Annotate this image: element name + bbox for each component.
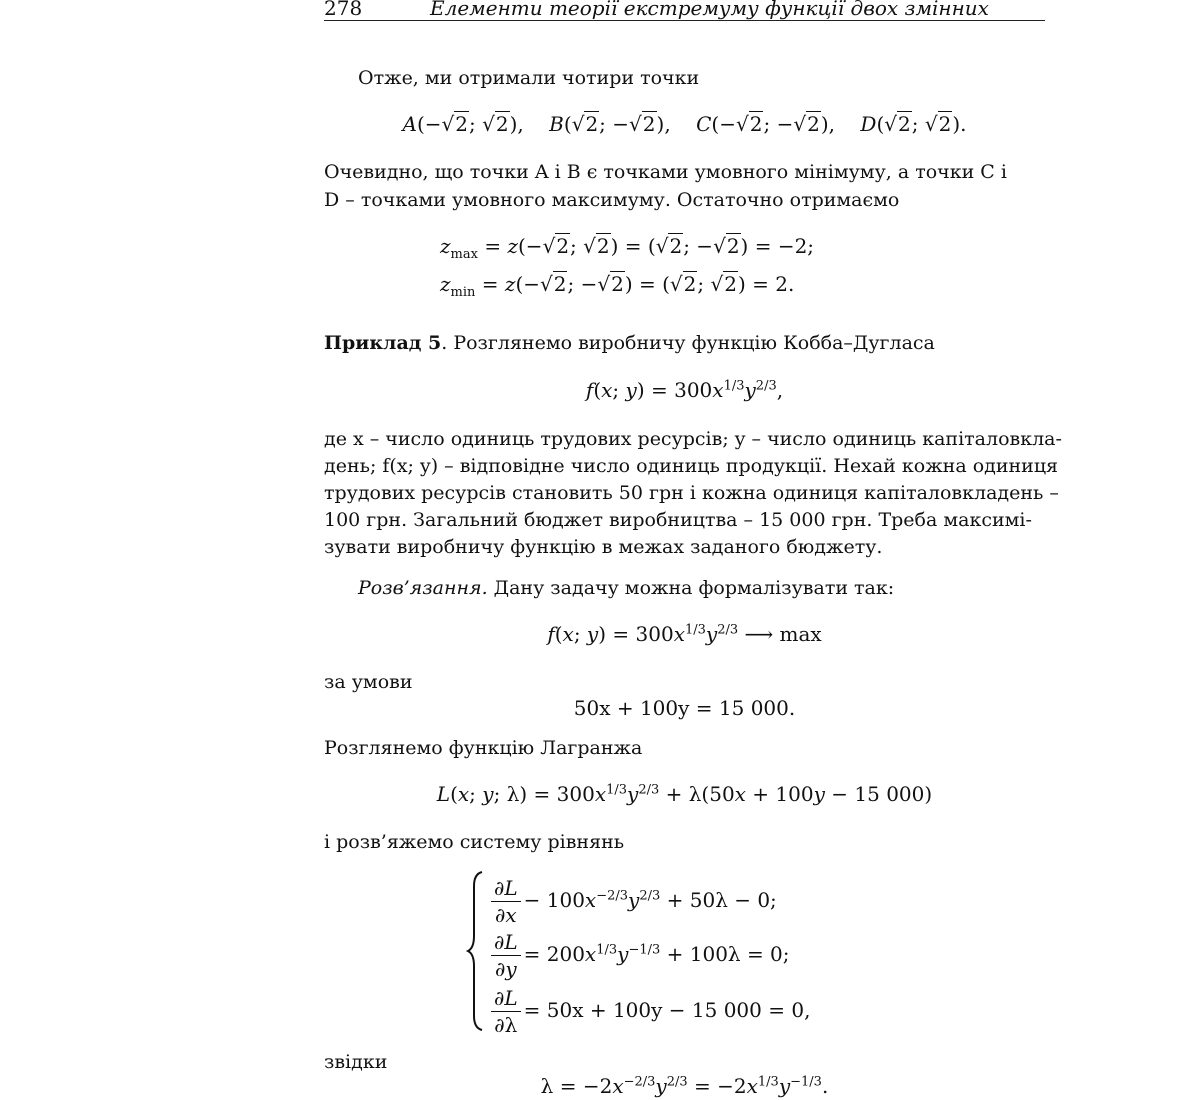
equation-points: A(−√2; √2), B(√2; −√2), C(−√2; −√2), D(√2; √2). bbox=[402, 112, 967, 136]
system-brace bbox=[466, 870, 486, 1032]
example-heading bbox=[324, 331, 935, 355]
paragraph-definitions-line3: трудових ресурсів становить 50 грн і кожна одиниця капіталовкладень – bbox=[324, 482, 1059, 504]
paragraph-lagrange: Розглянемо функцію Лагранжа bbox=[324, 737, 643, 759]
paragraph-subject-to: за умови bbox=[324, 671, 413, 693]
solution-intro: Дану задачу можна формалізувати так: bbox=[487, 577, 895, 599]
equation-zmin: $z_{min} = z(-√2$; −√2) = (√2; √2) = 2. bbox=[440, 272, 795, 300]
system-equation-dy: $\frac{\partial L}{\partial y}$ = $200x^{1/3}y^{-1/3} + 100\lambda = 0$; bbox=[488, 926, 790, 982]
equation-lambda: $\lambda = -2x^{-2/3}y^{2/3} = -2x^{1/3}y^{-1/3}$. bbox=[540, 1074, 829, 1098]
equation-constraint: 50x + 100y = 15 000. bbox=[573, 696, 796, 720]
example-intro: . Розглянемо виробничу функцію Кобба–Дугласа bbox=[441, 332, 935, 354]
equation-cobb-douglas: f(x; $y) = 300x^{1/3}y^{2/3}$, bbox=[585, 378, 784, 402]
solution-label: Розв’язання. bbox=[358, 577, 488, 599]
running-title: Елементи теорії екстремуму функції двох змінних bbox=[430, 0, 989, 20]
system-equation-dx: $\frac{\partial L}{\partial x}$ − $100x^{-2/3}y^{2/3} + 50\lambda - 0$; bbox=[488, 872, 777, 928]
equation-objective: f(x; $y) = 300x^{1/3}y^{2/3}$ ⟶ max bbox=[547, 622, 822, 646]
solution-line bbox=[358, 576, 894, 600]
paragraph-conclusion-line1: Очевидно, що точки A і B є точками умовного мінімуму, а точки C і bbox=[324, 161, 1007, 183]
paragraph-four-points: Отже, ми отримали чотири точки bbox=[358, 67, 700, 89]
paragraph-whence: звідки bbox=[324, 1051, 388, 1073]
equation-zmax: $z_{max} = z(-√2$; √2) = (√2; −√2) = −2; bbox=[440, 234, 815, 262]
paragraph-conclusion-line2: D – точками умовного максимуму. Остаточно отримаємо bbox=[324, 189, 900, 211]
paragraph-solve-system: і розв’яжемо систему рівнянь bbox=[324, 831, 625, 853]
paragraph-definitions-line5: зувати виробничу функцію в межах заданого бюджету. bbox=[324, 536, 883, 558]
paragraph-definitions-line2: день; f(x; y) – відповідне число одиниць продукції. Нехай кожна одиниця bbox=[324, 455, 1059, 477]
example-label: Приклад 5 bbox=[324, 332, 442, 354]
page-number: 278 bbox=[324, 0, 363, 20]
paragraph-definitions-line4: 100 грн. Загальний бюджет виробництва – 15 000 грн. Треба максимі- bbox=[324, 509, 1032, 531]
system-equation-dlambda-rhs: = 50x + 100y − 15 000 = 0, bbox=[523, 998, 811, 1022]
equation-lagrangian: L(x; y; $\lambda) = 300x^{1/3}y^{2/3} + \lambda(50x + 100y - 15$ 000) bbox=[436, 782, 933, 806]
system-equation-dlambda: $\frac{\partial L}{\partial\lambda}$ = 50x + 100y − 15 000 = 0, bbox=[488, 982, 810, 1038]
page-header bbox=[324, 0, 1045, 21]
paragraph-definitions-line1: де x – число одиниць трудових ресурсів; y – число одиниць капіталовкла- bbox=[324, 428, 1062, 450]
